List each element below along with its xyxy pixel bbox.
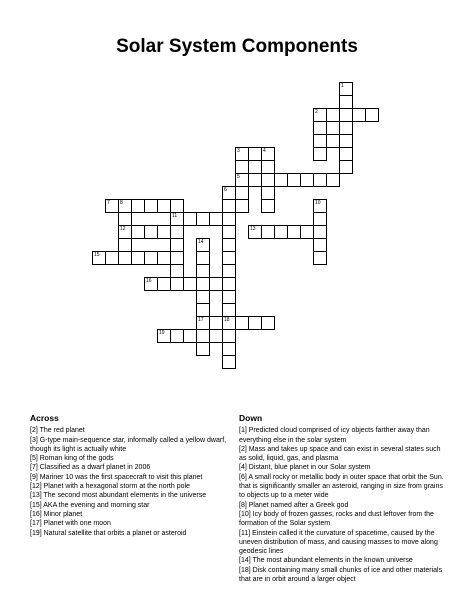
grid-cell[interactable]	[209, 329, 223, 343]
down-clue: [2] Mass and takes up space and can exist in several states such as solid, liquid, gas, and plasma	[239, 445, 441, 463]
grid-cell[interactable]	[300, 173, 314, 187]
grid-cell[interactable]	[196, 264, 210, 278]
grid-cell[interactable]	[209, 277, 223, 291]
cell-number: 12	[120, 226, 126, 232]
grid-cell[interactable]	[235, 160, 249, 174]
grid-cell[interactable]	[352, 108, 366, 122]
grid-cell[interactable]	[183, 212, 197, 226]
grid-cell[interactable]	[222, 303, 236, 317]
grid-cell[interactable]	[131, 199, 145, 213]
grid-cell[interactable]	[326, 134, 340, 148]
grid-cell[interactable]	[157, 225, 171, 239]
grid-cell[interactable]	[170, 329, 184, 343]
grid-cell[interactable]	[118, 199, 132, 213]
grid-cell[interactable]	[365, 108, 379, 122]
cell-number: 2	[315, 109, 318, 115]
cell-number: 5	[237, 174, 240, 180]
cell-number: 4	[263, 148, 266, 154]
grid-cell[interactable]	[313, 173, 327, 187]
grid-cell[interactable]	[92, 251, 106, 265]
grid-cell[interactable]	[170, 225, 184, 239]
cell-number: 6	[224, 187, 227, 193]
grid-cell[interactable]	[339, 108, 353, 122]
grid-cell[interactable]	[313, 225, 327, 239]
across-clue: [2] The red planet	[30, 427, 85, 435]
grid-cell[interactable]	[313, 199, 327, 213]
grid-cell[interactable]	[170, 277, 184, 291]
puzzle-title: Solar System Components	[116, 36, 358, 57]
grid-cell[interactable]	[209, 316, 223, 330]
grid-cell[interactable]	[183, 277, 197, 291]
grid-cell[interactable]	[144, 225, 158, 239]
grid-cell[interactable]	[170, 212, 184, 226]
cell-number: 13	[250, 226, 256, 232]
grid-cell[interactable]	[313, 251, 327, 265]
grid-cell[interactable]	[261, 173, 275, 187]
grid-cell[interactable]	[313, 121, 327, 135]
grid-cell[interactable]	[222, 264, 236, 278]
grid-cell[interactable]	[235, 186, 249, 200]
grid-cell[interactable]	[170, 264, 184, 278]
grid-cell[interactable]	[261, 186, 275, 200]
grid-cell[interactable]	[235, 199, 249, 213]
grid-cell[interactable]	[118, 238, 132, 252]
grid-cell[interactable]	[261, 160, 275, 174]
grid-cell[interactable]	[339, 147, 353, 161]
grid-cell[interactable]	[118, 212, 132, 226]
grid-cell[interactable]	[105, 251, 119, 265]
cell-number: 17	[198, 317, 204, 323]
grid-cell[interactable]	[144, 277, 158, 291]
grid-cell[interactable]	[131, 225, 145, 239]
across-clue: [5] Roman king of the gods	[30, 455, 114, 463]
grid-cell[interactable]	[248, 316, 262, 330]
grid-cell[interactable]	[235, 147, 249, 161]
grid-cell[interactable]	[287, 225, 301, 239]
grid-cell[interactable]	[196, 303, 210, 317]
across-clue: [12] Planet with a hexagonal storm at the north pole	[30, 483, 190, 491]
cell-number: 7	[107, 200, 110, 206]
grid-cell[interactable]	[274, 225, 288, 239]
grid-cell[interactable]	[326, 173, 340, 187]
down-clues	[239, 414, 444, 584]
grid-cell[interactable]	[222, 251, 236, 265]
across-clue: [15] AKA the evening and morning star	[30, 501, 150, 509]
cell-number: 18	[224, 317, 230, 323]
grid-cell[interactable]	[196, 316, 210, 330]
grid-cell[interactable]	[313, 134, 327, 148]
across-clue: [7] Classified as a dwarf planet in 2006	[30, 464, 151, 472]
cell-number: 19	[159, 330, 165, 336]
grid-cell[interactable]	[339, 95, 353, 109]
grid-cell[interactable]	[222, 199, 236, 213]
grid-cell[interactable]	[157, 329, 171, 343]
down-clue: [10] Icy body of frozen gasses, rocks and dust leftover from the formation of the Solar system	[239, 510, 434, 528]
grid-cell[interactable]	[196, 238, 210, 252]
grid-cell[interactable]	[196, 329, 210, 343]
across-clues	[30, 414, 228, 538]
grid-cell[interactable]	[144, 199, 158, 213]
grid-cell[interactable]	[313, 147, 327, 161]
across-clue: [3] G-type main-sequence star, informally called a yellow dwarf, though its light is actually white	[30, 436, 227, 453]
grid-cell[interactable]	[222, 329, 236, 343]
grid-cell[interactable]	[313, 238, 327, 252]
grid-cell[interactable]	[196, 212, 210, 226]
grid-cell[interactable]	[339, 82, 353, 96]
cell-number: 8	[120, 200, 123, 206]
grid-cell[interactable]	[170, 251, 184, 265]
grid-cell[interactable]	[339, 121, 353, 135]
across-clue: [19] Natural satellite that orbits a planet or asteroid	[30, 529, 187, 537]
grid-cell[interactable]	[196, 251, 210, 265]
down-clue: [14] The most abundant elements in the known universe	[239, 557, 413, 565]
grid-cell[interactable]	[183, 329, 197, 343]
grid-cell[interactable]	[222, 316, 236, 330]
cell-number: 3	[237, 148, 240, 154]
grid-cell[interactable]	[235, 173, 249, 187]
grid-cell[interactable]	[274, 173, 288, 187]
across-clue: [17] Planet with one moon	[30, 520, 111, 528]
grid-cell[interactable]	[105, 199, 119, 213]
down-clue: [8] Planet named after a Greek god	[239, 501, 349, 509]
down-clue: [6] A small rocky or metallic body in outer space that orbit the Sun. that is significantly smaller an asteroid, ranging in size from grains to objects up to a meter wide	[239, 473, 444, 500]
grid-cell[interactable]	[222, 290, 236, 304]
grid-cell[interactable]	[222, 212, 236, 226]
cell-number: 14	[198, 239, 204, 245]
grid-cell[interactable]	[339, 160, 353, 174]
grid-cell[interactable]	[261, 147, 275, 161]
grid-cell[interactable]	[118, 225, 132, 239]
cell-number: 16	[146, 278, 152, 284]
cell-number: 15	[94, 252, 100, 258]
grid-cell[interactable]	[196, 342, 210, 356]
grid-cell[interactable]	[326, 121, 340, 135]
across-clue: [13] The second most abundant elements in the universe	[30, 492, 207, 500]
grid-cell[interactable]	[196, 290, 210, 304]
grid-cell[interactable]	[222, 238, 236, 252]
grid-cell[interactable]	[313, 108, 327, 122]
grid-cell[interactable]	[222, 355, 236, 369]
grid-cell[interactable]	[222, 225, 236, 239]
cell-number: 10	[315, 200, 321, 206]
across-heading: Across	[30, 413, 59, 423]
cell-number: 1	[341, 83, 344, 89]
grid-cell[interactable]	[144, 251, 158, 265]
cell-number: 11	[172, 213, 178, 219]
grid-cell[interactable]	[261, 225, 275, 239]
across-clue: [9] Mariner 10 was the first spacecraft to visit this planet	[30, 473, 203, 481]
grid-cell[interactable]	[248, 173, 262, 187]
grid-cell[interactable]	[339, 134, 353, 148]
grid-cell[interactable]	[326, 108, 340, 122]
grid-cell[interactable]	[196, 277, 210, 291]
grid-cell[interactable]	[157, 277, 171, 291]
grid-cell[interactable]	[235, 316, 249, 330]
down-heading: Down	[239, 413, 263, 423]
grid-cell[interactable]	[222, 342, 236, 356]
grid-cell[interactable]	[248, 147, 262, 161]
down-clue: [11] Einstein called it the curvature of spacetime, caused by the uneven distribution of mass, and causing masses to move along geodesic lines	[239, 529, 438, 556]
grid-cell[interactable]	[131, 251, 145, 265]
across-clue: [16] Minor planet	[30, 510, 83, 518]
grid-cell[interactable]	[222, 186, 236, 200]
down-clue: [1] Predicted cloud comprised of icy objects farther away than everything else in the solar system	[239, 427, 430, 444]
grid-cell[interactable]	[170, 199, 184, 213]
grid-cell[interactable]	[222, 277, 236, 291]
grid-cell[interactable]	[261, 316, 275, 330]
grid-cell[interactable]	[300, 225, 314, 239]
grid-cell[interactable]	[287, 173, 301, 187]
down-clue: [4] Distant, blue planet in our Solar system	[239, 464, 371, 472]
grid-cell[interactable]	[313, 212, 327, 226]
down-clue: [18] Disk containing many small chunks of ice and other materials that are in orbit around a larger object	[239, 566, 443, 584]
grid-cell[interactable]	[170, 238, 184, 252]
grid-cell[interactable]	[157, 199, 171, 213]
grid-cell[interactable]	[118, 251, 132, 265]
grid-cell[interactable]	[261, 199, 275, 213]
grid-cell[interactable]	[248, 225, 262, 239]
grid-cell[interactable]	[157, 251, 171, 265]
grid-cell[interactable]	[209, 212, 223, 226]
